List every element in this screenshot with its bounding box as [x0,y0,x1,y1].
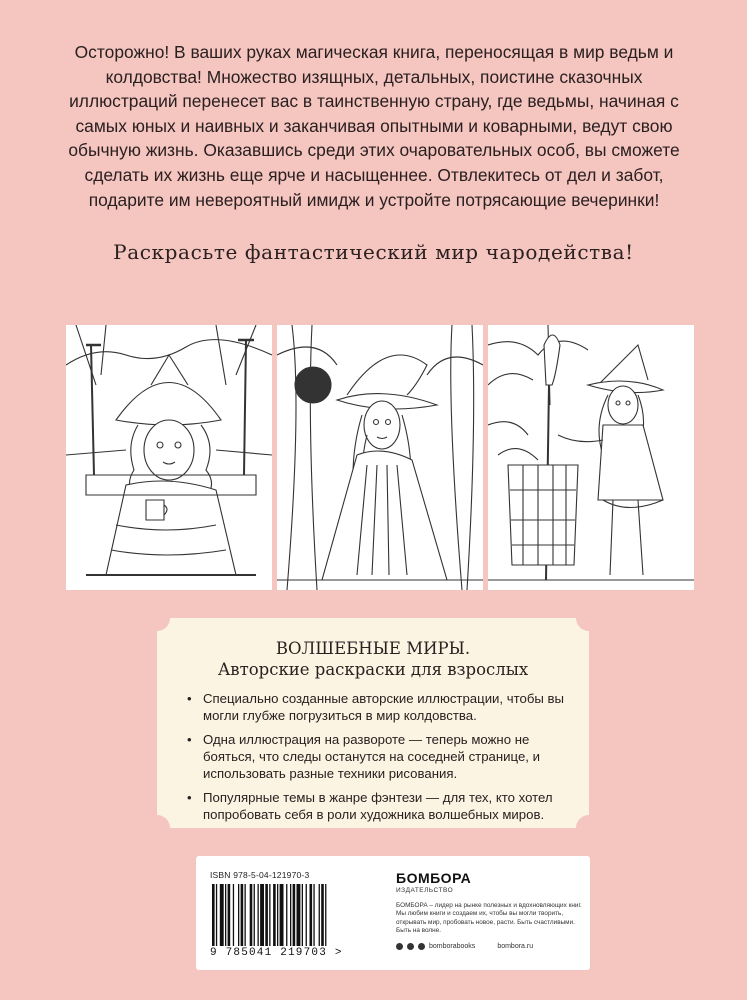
publisher-logo: БОМБОРА [396,870,472,886]
card-corner [144,605,170,631]
illustration-witch-broom [488,325,694,590]
illustration-witch-swing [66,325,272,590]
tagline: Раскрасьте фантастический мир чародейства! [113,240,634,264]
social-icon [418,943,425,950]
social-links [396,943,533,950]
feature-item: • Специально созданные авторские иллюстрации, чтобы вы могли глубже погрузиться в мир колдовства. [187,691,565,723]
social-icon [396,943,403,950]
card-corner [144,815,170,841]
publisher-description: БОМБОРА – лидер на рынке полезных и вдохновляющих книг. Мы любим книги и создаем их, чтобы вы могли творить, открывать мир, пробовать новое, расти. Быть счастливыми. Быть на волне. [396,902,582,935]
barcode-box [196,856,590,970]
illustration-witch-forest [277,325,483,590]
series-title: ВОЛШЕБНЫЕ МИРЫ. [275,639,471,658]
bullet-icon: • [187,790,192,805]
card-corner [576,815,602,841]
card-corner [576,605,602,631]
intro-paragraph: Осторожно! В ваших руках магическая книга, переносящая в мир ведьм и колдовства! Множество изящных, детальных, поистине сказочных иллюстраций перенесет вас в таинственную страну, где ведьмы, начиная с самых юных и наивных и заканчивая опытными и коварными, ведут свою обычную жизнь. Оказавшись среди этих очаровательных особ, вы сможете сделать их жизнь еще ярче и насыщеннее. Отвлекитесь от дел и забот, подарите им невероятный имидж и устройте потрясающие вечеринки! [68,42,680,210]
info-card [157,618,589,828]
bullet-icon: • [187,732,192,747]
social-handle: bomborabooks [429,943,476,950]
website-link: bombora.ru [497,943,534,950]
publisher-subtitle: ИЗДАТЕЛЬСТВО [396,887,454,894]
isbn: ISBN 978-5-04-121970-3 [210,870,310,880]
barcode-icon [210,884,378,946]
feature-item: • Одна иллюстрация на развороте — теперь можно не бояться, что следы останутся на соседней странице, и использовать разные техники рисования. [187,732,540,781]
barcode-digits: 9 785041 219703 > [210,947,343,959]
feature-item: • Популярные темы в жанре фэнтези — для тех, кто хотел попробовать себя в роли художника волшебных миров. [187,790,553,822]
feature-list [185,690,575,830]
bullet-icon: • [187,691,192,706]
social-icon [407,943,414,950]
info-card-title [157,638,589,680]
series-subtitle: Авторские раскраски для взрослых [217,660,529,679]
